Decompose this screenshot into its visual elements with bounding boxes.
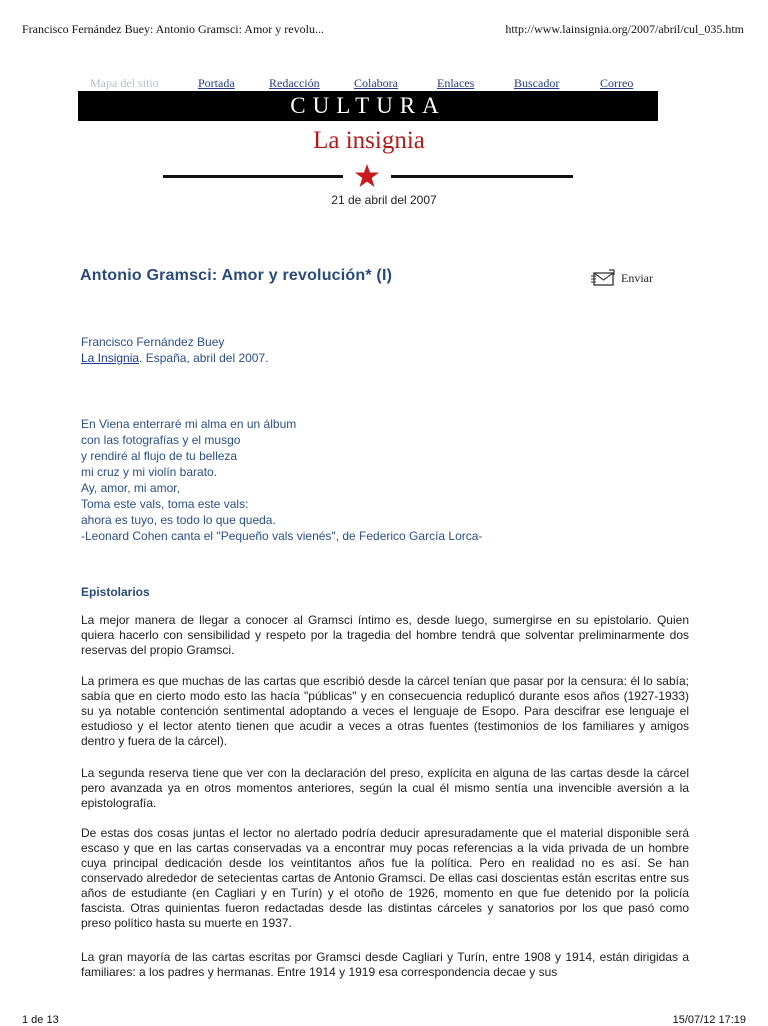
source-line: [81, 350, 268, 366]
body-paragraph: La segunda reserva tiene que ver con la declaración del preso, explícita en alguna de las cartas desde la cárcel pero avanzada ya en otros momentos anteriores, según la cual él mismo sentía una invencible aversión a la epistolografía.: [81, 766, 689, 810]
document-title: Francisco Fernández Buey: Antonio Gramsci: Amor y revolu...: [22, 22, 324, 36]
article-title: Antonio Gramsci: Amor y revolución* (I): [80, 267, 393, 284]
nav-link-redaccion[interactable]: Redacción: [269, 76, 320, 90]
byline: [81, 334, 268, 366]
poem-line: y rendiré al flujo de tu belleza: [81, 449, 238, 463]
poem-line: Ay, amor, mi amor,: [81, 481, 180, 495]
body-paragraph: La mejor manera de llegar a conocer al Gramsci íntimo es, desde luego, sumergirse en su epistolario. Quien quiera hacerlo con sensibilidad y respeto por la tragedia del hombre tendrá que solventar preliminarmente dos reservas del propio Gramsci.: [81, 613, 689, 657]
section-banner: [78, 91, 658, 121]
page-counter: 1 de 13: [22, 1014, 59, 1026]
publication-date: 21 de abril del 2007: [331, 193, 437, 207]
logo-divider-left: [163, 175, 343, 178]
poem-line: ahora es tuyo, es todo lo que queda.: [81, 513, 276, 527]
site-logo[interactable]: [155, 121, 583, 189]
section-label: CULTURA: [290, 93, 446, 118]
nav-link-portada[interactable]: Portada: [198, 76, 235, 90]
poem-line: Toma este vals, toma este vals:: [81, 497, 249, 511]
nav-link-site-map[interactable]: Mapa del sitio: [90, 76, 159, 90]
nav-link-colabora[interactable]: Colabora: [354, 76, 398, 90]
page-url: http://www.lainsignia.org/2007/abril/cul_035.htm: [505, 22, 744, 36]
body-paragraph: La gran mayoría de las cartas escritas por Gramsci desde Cagliari y Turín, entre 1908 y 1914, están dirigidas a familiares: a los padres y hermanas. Entre 1914 y 1919 esa correspondencia decae y sus: [81, 950, 689, 979]
print-timestamp: 15/07/12 17:19: [672, 1014, 746, 1026]
send-link[interactable]: Enviar: [621, 271, 653, 285]
nav-link-correo[interactable]: Correo: [600, 76, 634, 90]
star-icon: [354, 163, 380, 188]
body-paragraph: De estas dos cosas juntas el lector no alertado podría deducir apresuradamente que el material disponible será escaso y que en las cartas conservadas va a encontrar muy pocas referencias a la vida privada de un hombre cuya principal dedicación desde los veintitantos años fue la política. Pero en realidad no es así. Se han conservado alrededor de setecientas cartas de Antonio Gramsci. De ellas casi doscientas están escritas entre sus años de estudiante (en Cagliari y en Turín) y el otoño de 1926, momento en que fue detenido por la policía fascista. Otras quinientas fueron redactadas desde las distintas cárceles y sanatorios por los que pasó como preso político hasta su muerte en 1937.: [81, 826, 689, 930]
section-heading: Epistolarios: [81, 585, 150, 599]
nav-link-enlaces[interactable]: Enlaces: [437, 76, 475, 90]
body-paragraph: La primera es que muchas de las cartas que escribió desde la cárcel tenían que pasar por la censura: él lo sabía; sabía que en cierto modo esto las hacía "públicas" y en consecuencia reduplicó durante esos años (1927-1933) su ya notable contención sentimental adoptando a veces el lenguaje de Esopo. Para descifrar ese lenguaje el estudioso y el lector atento tienen que acudir a veces a otras fuentes (testimonios de los familiares y amigos dentro y fuera de la cárcel).: [81, 674, 689, 748]
poem-line: En Viena enterraré mi alma en un álbum: [81, 417, 297, 431]
logo-wordmark: La insignia: [313, 127, 425, 154]
poem-line: con las fotografías y el musgo: [81, 433, 241, 447]
logo-divider-right: [391, 175, 573, 178]
nav-link-buscador[interactable]: Buscador: [514, 76, 560, 90]
poem-line: mi cruz y mi violín barato.: [81, 465, 218, 479]
epigraph-poem: [81, 416, 482, 544]
top-navigation: [78, 76, 658, 90]
send-email-icon[interactable]: [591, 269, 617, 287]
source-link[interactable]: La Insignia: [81, 351, 140, 365]
source-detail: . España, abril del 2007.: [139, 351, 269, 365]
poem-attribution: -Leonard Cohen canta el "Pequeño vals vienés", de Federico García Lorca-: [81, 529, 483, 543]
author-name: Francisco Fernández Buey: [81, 335, 225, 349]
